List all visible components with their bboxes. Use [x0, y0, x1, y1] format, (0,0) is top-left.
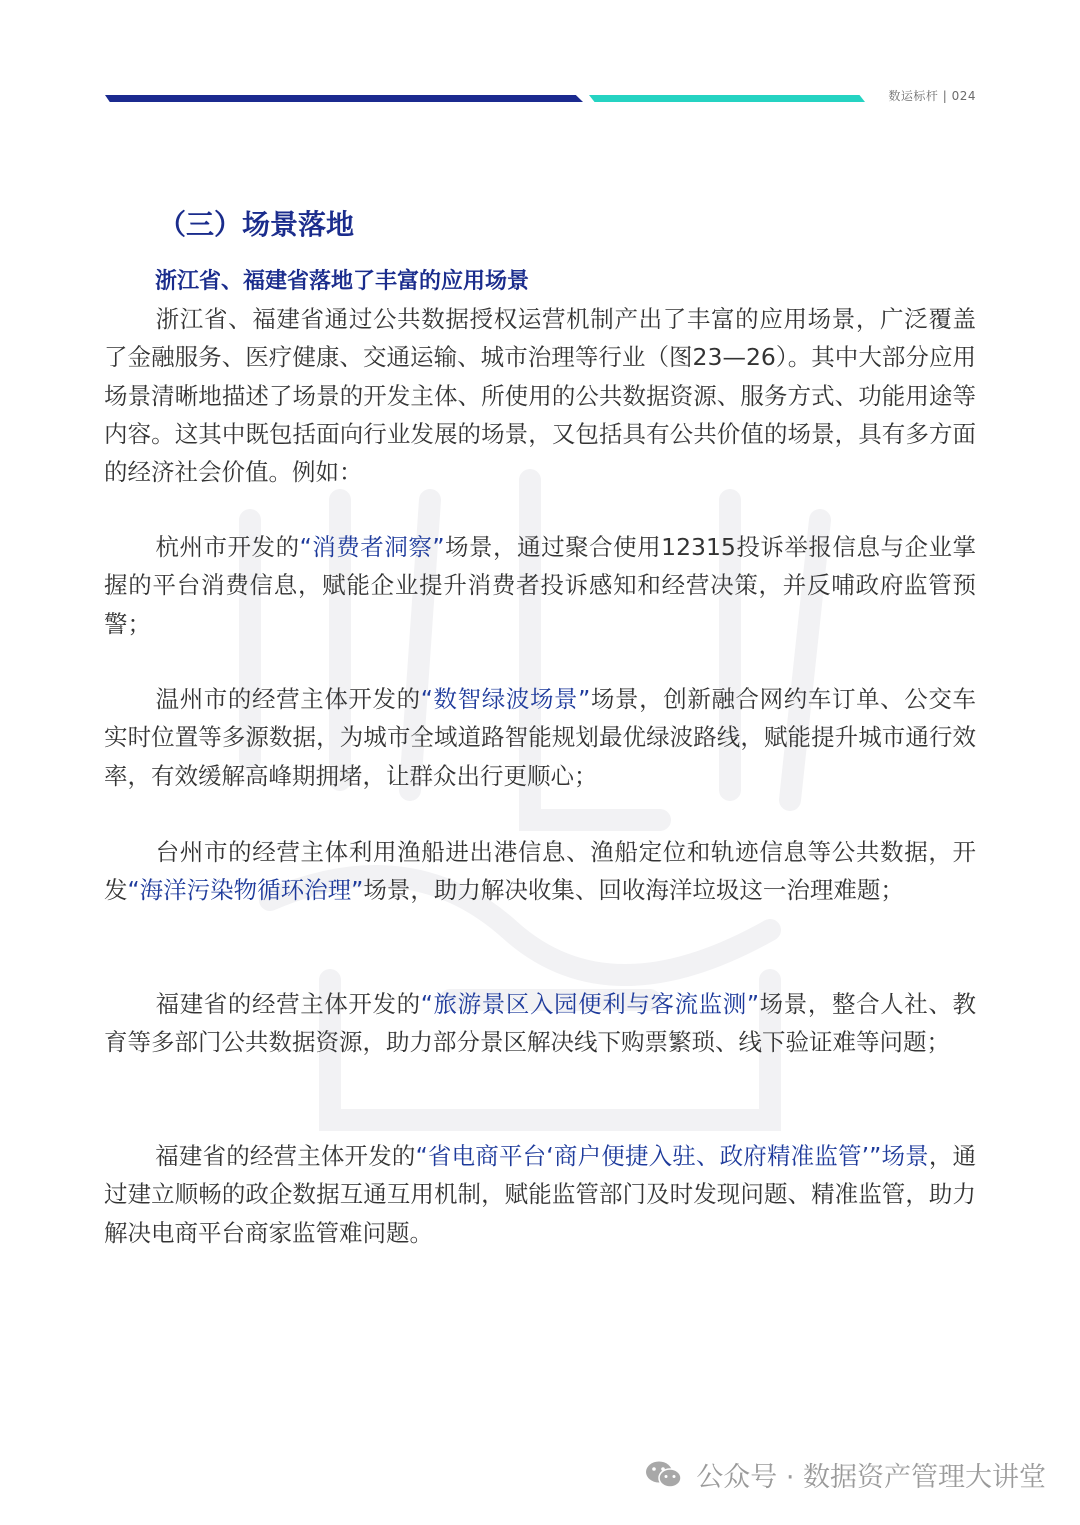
intro-paragraph: [104, 300, 976, 491]
footer-text: 公众号 · 数据资产管理大讲堂: [696, 1462, 1046, 1493]
footer-watermark: [644, 1455, 1046, 1494]
case-paragraph-taizhou: [104, 833, 976, 910]
case-paragraph-hangzhou: [104, 528, 976, 643]
case-text-before: 福建省的经营主体开发的: [155, 1142, 416, 1170]
wechat-icon: [644, 1459, 684, 1491]
case-highlight: “旅游景区入园便利与客流监测”: [420, 990, 760, 1018]
case-text-after: 场景，整合人社、教育等多部门公共数据资源，助力部分景区解决线下购票繁琐、线下验证难等问题；: [104, 990, 976, 1057]
case-highlight: “海洋污染物循环治理”: [127, 876, 364, 905]
page-header: [0, 0, 1080, 120]
case-text-after: ，通过建立顺畅的政企数据互通互用机制，赋能监管部门及时发现问题、精准监管，助力解决电商平台商家监管难问题。: [104, 1142, 977, 1247]
case-text-before: 杭州市开发的: [155, 533, 300, 561]
section-title: （三）场景落地: [158, 208, 355, 241]
case-text-after: 场景，创新融合网约车订单、公交车实时位置等多源数据，为城市全域道路智能规划最优绿波路线，赋能提升城市通行效率，有效缓解高峰期拥堵，让群众出行更顺心；: [104, 685, 976, 790]
case-text-after: 场景，通过聚合使用12315投诉举报信息与企业掌握的平台消费信息，赋能企业提升消费者投诉感知和经营决策，并反哺政府监管预警；: [104, 533, 976, 638]
header-bar-teal: [589, 95, 865, 102]
intro-text: 浙江省、福建省通过公共数据授权运营机制产出了丰富的应用场景，广泛覆盖了金融服务、医疗健康、交通运输、城市治理等行业（图23—26）。其中大部分应用场景清晰地描述了场景的开发主体、所使用的公共数据资源、服务方式、功能用途等内容。这其中既包括面向行业发展的场景，又包括具有公共价值的场景，具有多方面的经济社会价值。例如：: [104, 305, 976, 487]
page-header-label: 数运标杆 | 024: [888, 89, 976, 103]
case-text-before: 温州市的经营主体开发的: [155, 685, 421, 713]
case-highlight: “省电商平台‘商户便捷入驻、政府精准监管’”场景: [415, 1142, 929, 1170]
case-paragraph-fujian-tourism: [104, 985, 976, 1062]
case-paragraph-fujian-ecommerce: [104, 1137, 976, 1252]
case-highlight: “消费者洞察”: [299, 533, 445, 561]
case-text-before: 台州市的经营主体利用渔船进出港信息、渔船定位和轨迹信息等公共数据，开发: [104, 838, 976, 905]
case-paragraph-wenzhou: [104, 680, 976, 795]
case-highlight: “数智绿波场景”: [420, 685, 591, 713]
case-text-after: 场景，助力解决收集、回收海洋垃圾这一治理难题；: [363, 876, 904, 905]
section-subtitle: 浙江省、福建省落地了丰富的应用场景: [155, 269, 530, 294]
header-bar-dark: [105, 95, 583, 102]
case-text-before: 福建省的经营主体开发的: [155, 990, 421, 1018]
